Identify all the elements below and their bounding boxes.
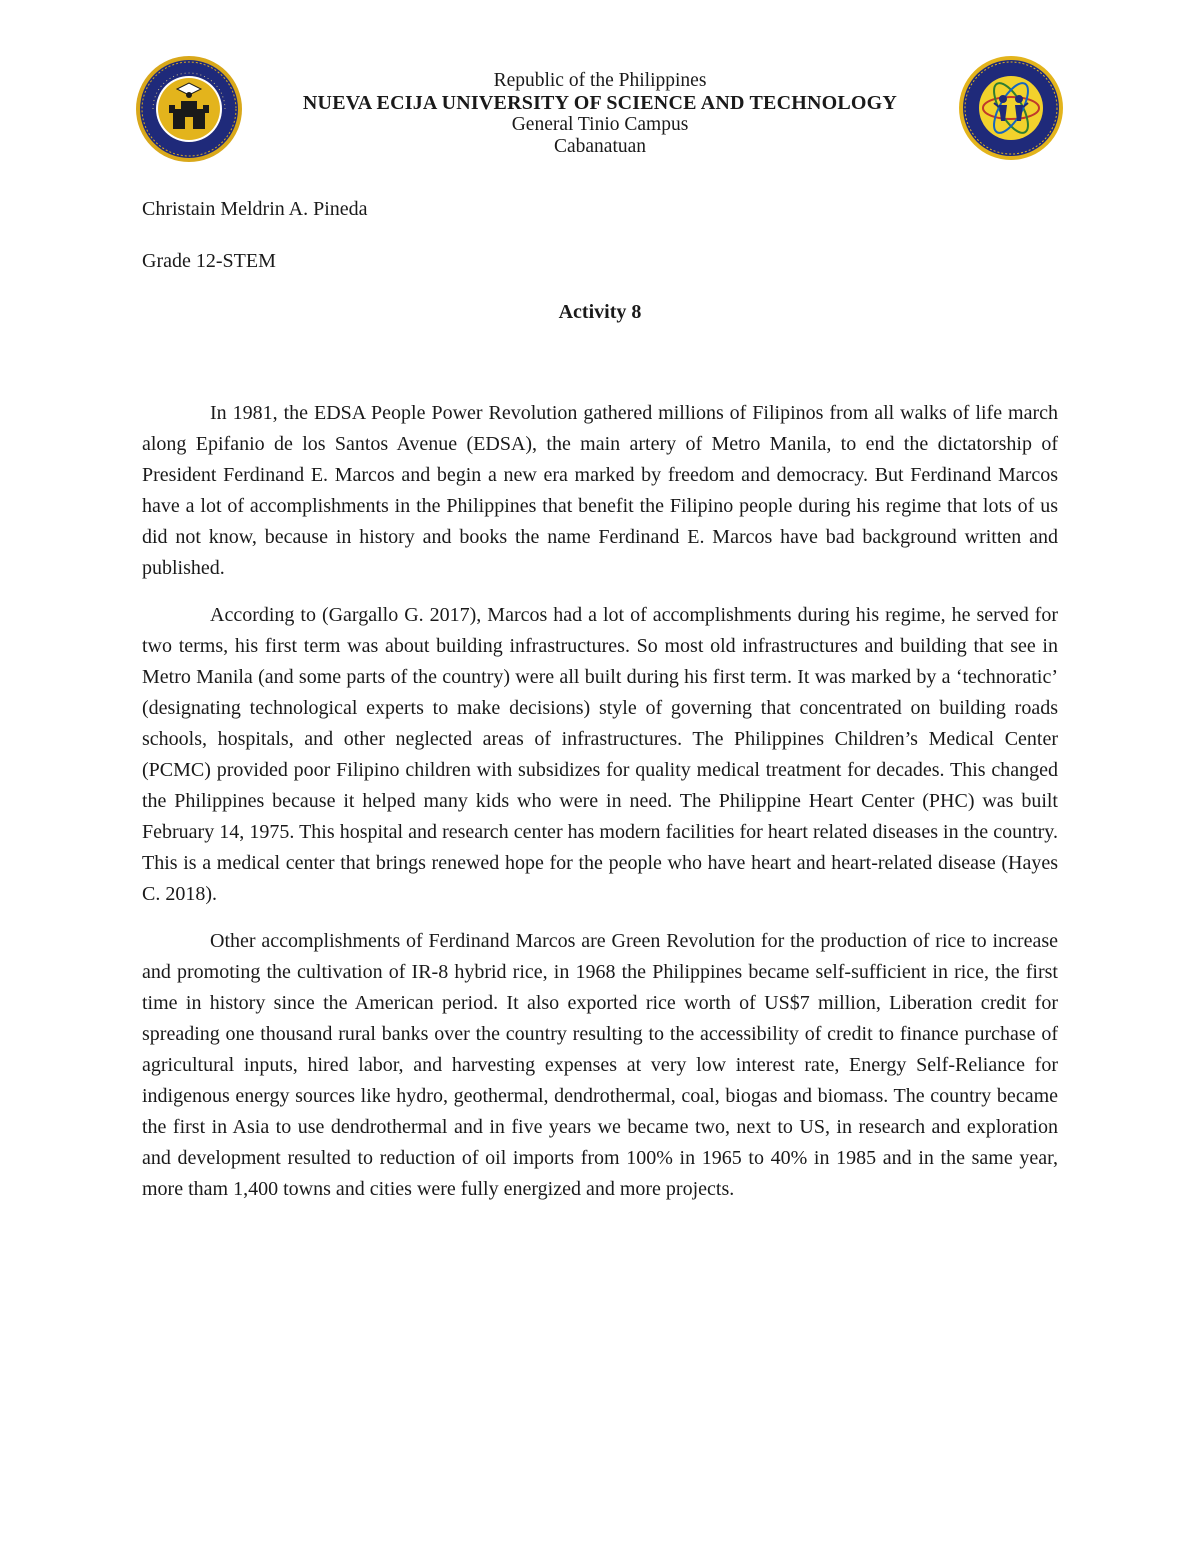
student-grade: Grade 12-STEM — [142, 250, 276, 272]
document-title: Activity 8 — [558, 301, 642, 323]
student-name: Christain Meldrin A. Pineda — [142, 198, 368, 220]
letterhead-city: Cabanatuan — [553, 136, 647, 157]
university-seal-icon — [135, 55, 243, 163]
laboratory-high-school-seal-icon — [958, 55, 1064, 161]
letterhead-institution: NUEVA ECIJA UNIVERSITY OF SCIENCE AND TECHNOLOGY — [302, 92, 898, 114]
letterhead — [260, 70, 940, 158]
essay-body — [142, 398, 1058, 1221]
letterhead-country: Republic of the Philippines — [493, 70, 707, 91]
paragraph-2: According to (Gargallo G. 2017), Marcos had a lot of accomplishments during his regime, he served for two terms, his first term was about building infrastructures. So most old infrastructures and building that see in Metro Manila (and some parts of the country) were all built during his first term. It was marked by a ‘technoratic’ (designating technological experts to make decisions) style of governing that concentrated on building roads schools, hospitals, and other neglected areas of infrastructures. The Philippines Children’s Medical Center (PCMC) provided poor Filipino children with subsidizes for quality medical treatment for decades. This changed the Philippines because it helped many kids who were in need. The Philippine Heart Center (PHC) was built February 14, 1975. This hospital and research center has modern facilities for heart related diseases in the country. This is a medical center that brings renewed hope for the people who have heart and heart-related disease (Hayes C. 2018). — [142, 604, 1058, 905]
letterhead-campus: General Tinio Campus — [511, 114, 689, 135]
paragraph-3: Other accomplishments of Ferdinand Marcos are Green Revolution for the production of rice to increase and promoting the cultivation of IR-8 hybrid rice, in 1968 the Philippines became self-sufficient in rice, the first time in history since the American period. It also exported rice worth of US$7 million, Liberation credit for spreading one thousand rural banks over the country resulting to the accessibility of credit to finance purchase of agricultural inputs, hired labor, and harvesting expenses at very low interest rate, Energy Self-Reliance for indigenous energy sources like hydro, geothermal, dendrothermal, coal, biogas and biomass. The country became the first in Asia to use dendrothermal and in five years we became two, next to US, in research and exploration and development resulted to reduction of oil imports from 100% in 1965 to 40% in 1985 and in the same year, more tham 1,400 towns and cities were fully energized and more projects. — [142, 930, 1058, 1200]
paragraph-1: In 1981, the EDSA People Power Revolution gathered millions of Filipinos from all walks of life march along Epifanio de los Santos Avenue (EDSA), the main artery of Metro Manila, to end the dictatorship of President Ferdinand E. Marcos and begin a new era marked by freedom and democracy. But Ferdinand Marcos have a lot of accomplishments in the Philippines that benefit the Filipino people during his regime that lots of us did not know, because in history and books the name Ferdinand E. Marcos have bad background written and published. — [142, 402, 1058, 579]
